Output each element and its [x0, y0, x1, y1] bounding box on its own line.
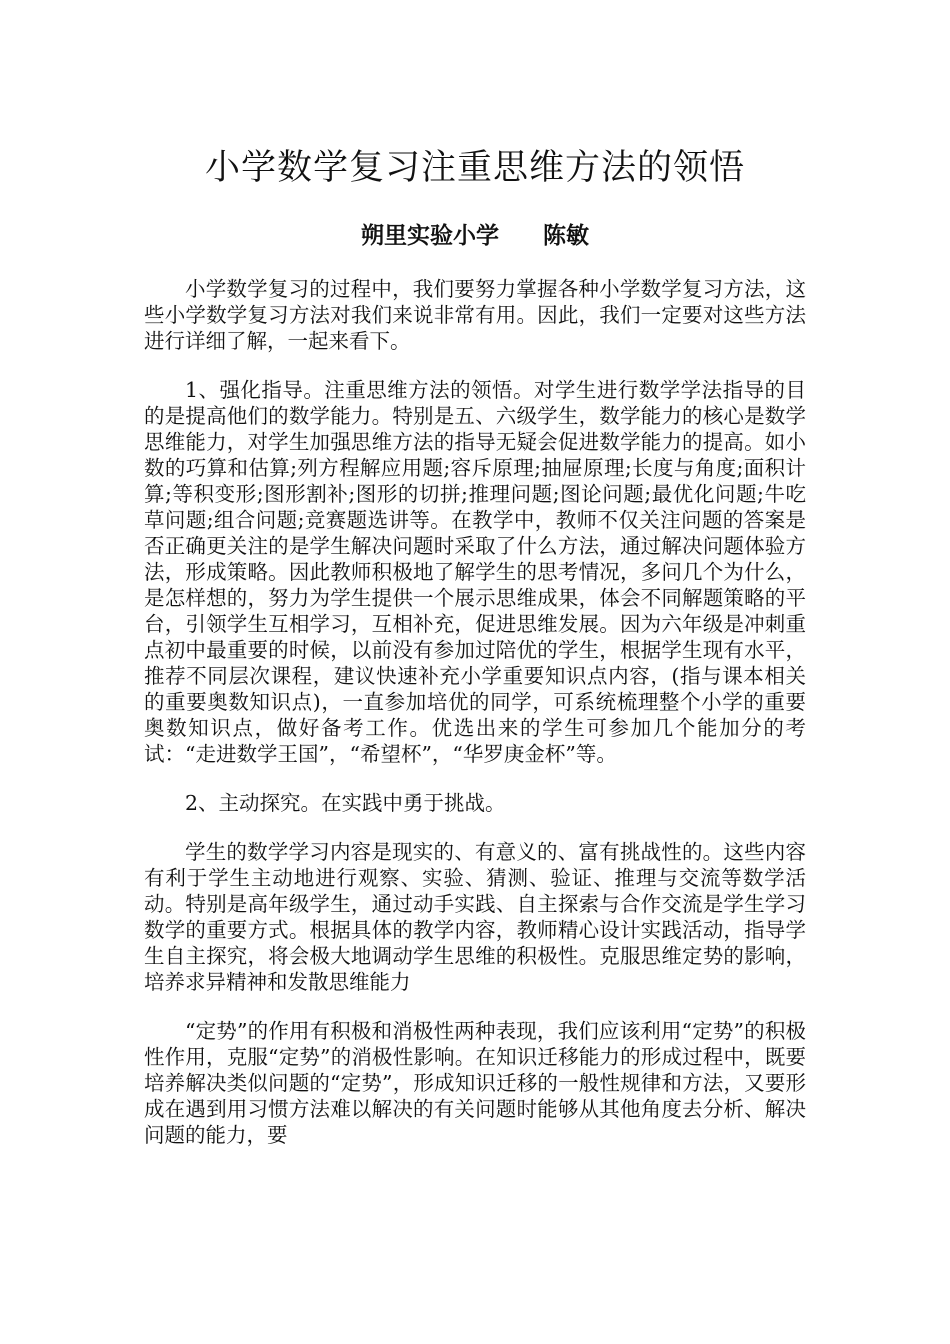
- byline: [0, 216, 950, 256]
- author-name: 陈敏: [543, 222, 589, 249]
- document-title: 小学数学复习注重思维方法的领悟: [204, 148, 745, 188]
- body-text: [144, 276, 806, 1171]
- paragraph-section-1: 1、强化指导。注重思维方法的领悟。对学生进行数学学法指导的目的是提高他们的数学能力。特别是五、六级学生，数学能力的核心是数学思维能力，对学生加强思维方法的指导无疑会促进数学能力的提高。如小数的巧算和估算;列方程解应用题;容斥原理;抽屉原理;长度与角度;面积计算;等积变形;图形割补;图形的切拼;推理问题;图论问题;最优化问题;牛吃草问题;组合问题;竞赛题选讲等。在教学中，教师不仅关注问题的答案是否正确更关注的是学生解决问题时采取了什么方法，通过解决问题体验方法，形成策略。因此教师积极地了解学生的思考情况，多问几个为什么，是怎样想的，努力为学生提供一个展示思维成果，体会不同解题策略的平台，引领学生互相学习，互相补充，促进思维发展。因为六年级是冲刺重点初中最重要的时候，以前没有参加过陪优的学生，根据学生现有水平，推荐不同层次课程，建议快速补充小学重要知识点内容，(指与课本相关的重要奥数知识点)，一直参加培优的同学，可系统梳理整个小学的重要奥数知识点，做好备考工作。优选出来的学生可参加几个能加分的考试：“走进数学王国”，“希望杯”，“华罗庚金杯”等。: [144, 378, 806, 766]
- paragraph-section-2-heading: 2、主动探究。在实践中勇于挑战。: [185, 791, 506, 815]
- paragraph-section-2-body: 学生的数学学习内容是现实的、有意义的、富有挑战性的。这些内容有利于学生主动地进行观察、实验、猜测、验证、推理与交流等数学活动。特别是高年级学生，通过动手实践、自主探索与合作交流是学生学习数学的重要方式。根据具体的教学内容，教师精心设计实践活动，指导学生自主探究，将会极大地调动学生思维的积极性。克服思维定势的影响，培养求异精神和发散思维能力: [144, 840, 806, 994]
- school-name: 朔里实验小学: [361, 222, 499, 249]
- paragraph-mindset: “定势”的作用有积极和消极性两种表现，我们应该利用“定势”的积极性作用，克服“定势”的消极性影响。在知识迁移能力的形成过程中，既要培养解决类似问题的“定势”，形成知识迁移的一般性规律和方法，又要形成在遇到用习惯方法难以解决的有关问题时能够从其他角度去分析、解决问题的能力，要: [144, 1019, 806, 1147]
- paragraph-intro: 小学数学复习的过程中，我们要努力掌握各种小学数学复习方法，这些小学数学复习方法对我们来说非常有用。因此，我们一定要对这些方法进行详细了解，一起来看下。: [144, 277, 806, 353]
